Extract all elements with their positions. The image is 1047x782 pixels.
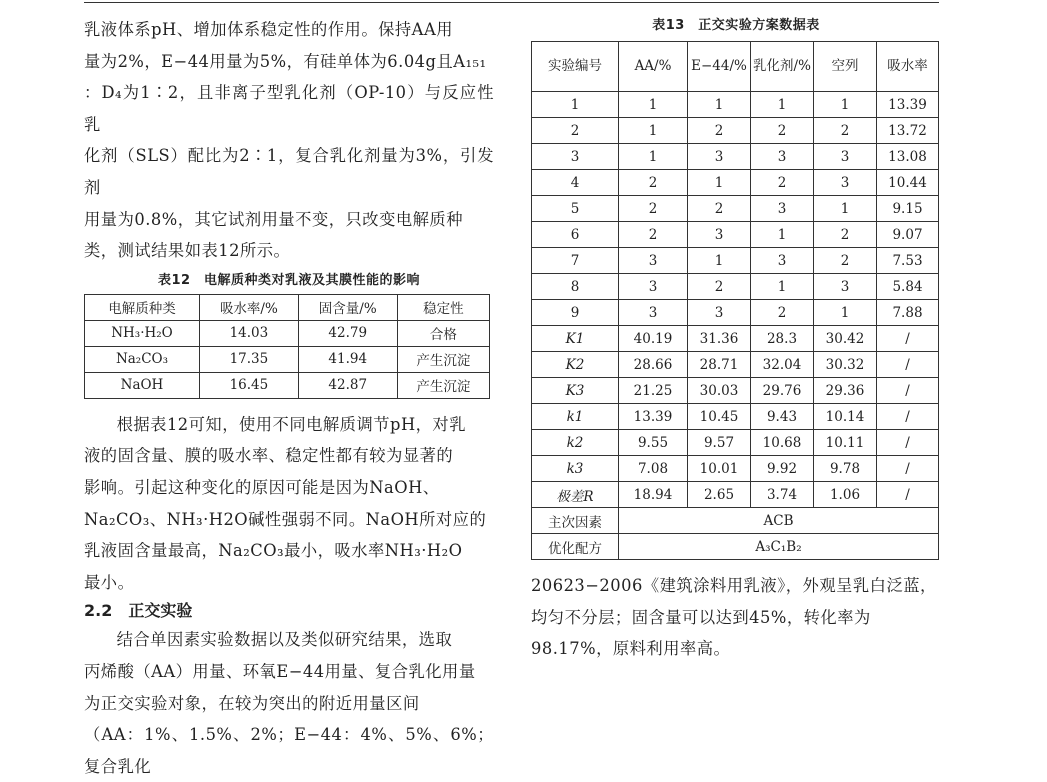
table12-caption: 表12 电解质种类对乳液及其膜性能的影响	[157, 272, 421, 288]
table-cell: 30.03	[688, 378, 751, 404]
table-cell: 1	[814, 196, 877, 222]
table-cell: 16.45	[199, 372, 298, 398]
table-cell: 9.55	[619, 430, 688, 456]
section-heading: 2.2 正交实验	[84, 601, 193, 621]
table-row	[532, 170, 939, 196]
table-cell: 10.11	[814, 430, 877, 456]
table-cell: 2	[688, 196, 751, 222]
table-cell: 3	[814, 170, 877, 196]
text-line: 量为2%，E−44用量为5%，有硅单体为6.04g且A₁₅₁	[84, 51, 487, 71]
table-cell: 9.57	[688, 430, 751, 456]
table-cell: 3.74	[751, 482, 814, 508]
table-cell: 29.76	[751, 378, 814, 404]
top-rule	[84, 2, 939, 3]
table-cell: 2	[814, 118, 877, 144]
table-cell: 3	[751, 144, 814, 170]
table-row-primary-factors	[532, 508, 939, 534]
table-header-cell: 吸水率/%	[199, 294, 298, 320]
table-cell: 10.68	[751, 430, 814, 456]
text-line: 根据表12可知，使用不同电解质调节pH，对乳	[116, 414, 466, 434]
table-cell: 1	[751, 222, 814, 248]
table-cell: 2.65	[688, 482, 751, 508]
table-cell: 42.87	[298, 372, 397, 398]
paragraph-standard	[531, 570, 941, 665]
table-cell: 极差R	[532, 482, 619, 508]
table-cell: 1	[688, 248, 751, 274]
table-cell: 3	[619, 248, 688, 274]
table-cell: 2	[814, 222, 877, 248]
table-cell: 14.03	[199, 320, 298, 346]
table-cell: 9.43	[751, 404, 814, 430]
table-cell: 产生沉淀	[397, 372, 489, 398]
table13-caption: 表13 正交实验方案数据表	[652, 18, 820, 33]
table-header-cell: 实验编号	[532, 42, 619, 92]
table-row	[85, 320, 490, 346]
table-cell: 1	[751, 274, 814, 300]
text-line: 类，测试结果如表12所示。	[84, 241, 291, 261]
table-cell: ACB	[619, 508, 939, 534]
text-line: 丙烯酸（AA）用量、环氧E−44用量、复合乳化用量	[84, 661, 476, 681]
table12	[84, 294, 490, 399]
table-cell: 10.01	[688, 456, 751, 482]
table-cell: 1	[688, 92, 751, 118]
table-header-cell: 乳化剂/%	[751, 42, 814, 92]
table-header-cell: 稳定性	[397, 294, 489, 320]
table-cell: 1	[751, 92, 814, 118]
table-cell: 2	[619, 196, 688, 222]
table-cell: 1	[814, 92, 877, 118]
table-cell: 1	[814, 300, 877, 326]
table-cell: 2	[619, 222, 688, 248]
table-cell: 42.79	[298, 320, 397, 346]
text-line: 乳液固含量最高，Na₂CO₃最小，吸水率NH₃·H₂O	[84, 541, 463, 561]
table-cell: 产生沉淀	[397, 346, 489, 372]
table-header-cell: AA/%	[619, 42, 688, 92]
table-cell: NH₃·H₂O	[85, 320, 200, 346]
table-cell: 13.72	[877, 118, 939, 144]
table-cell: 7.88	[877, 300, 939, 326]
table-cell: 29.36	[814, 378, 877, 404]
table-cell: 主次因素	[532, 508, 619, 534]
table-cell: 13.08	[877, 144, 939, 170]
table-cell: 7	[532, 248, 619, 274]
table-cell: k2	[532, 430, 619, 456]
text-line: 乳液体系pH、增加体系稳定性的作用。保持AA用	[84, 20, 453, 39]
table-row	[85, 372, 490, 398]
table-header-cell: 吸水率	[877, 42, 939, 92]
table-cell: 41.94	[298, 346, 397, 372]
table-cell: 1	[688, 170, 751, 196]
table13	[531, 41, 939, 560]
text-line: 最小。	[84, 572, 135, 592]
table13-body	[532, 92, 939, 508]
table-header-cell: 固含量/%	[298, 294, 397, 320]
table-header-row	[532, 42, 939, 92]
table-row	[532, 248, 939, 274]
table-cell: k3	[532, 456, 619, 482]
table-cell: /	[877, 456, 939, 482]
table-cell: 8	[532, 274, 619, 300]
table-cell: 17.35	[199, 346, 298, 372]
text-line: 液的固含量、膜的吸水率、稳定性都有较为显著的	[84, 446, 454, 466]
table-cell: 6	[532, 222, 619, 248]
table-row	[532, 326, 939, 352]
table-cell: /	[877, 326, 939, 352]
table-cell: 28.3	[751, 326, 814, 352]
text-line: Na₂CO₃、NH₃·H2O碱性强弱不同。NaOH所对应的	[84, 509, 487, 529]
table-row	[532, 118, 939, 144]
table-row	[532, 222, 939, 248]
table-cell: 3	[751, 248, 814, 274]
table-cell: /	[877, 352, 939, 378]
table-cell: 4	[532, 170, 619, 196]
table-row-optimal-formula	[532, 534, 939, 560]
table-cell: 9.07	[877, 222, 939, 248]
table-cell: 2	[688, 274, 751, 300]
text-line: 20623−2006《建筑涂料用乳液》，外观呈乳白泛蓝，	[531, 576, 937, 595]
table-cell: Na₂CO₃	[85, 346, 200, 372]
table-cell: 3	[619, 300, 688, 326]
left-column	[84, 14, 494, 782]
table-cell: 3	[688, 300, 751, 326]
table-cell: 9	[532, 300, 619, 326]
table-row	[532, 404, 939, 430]
table-cell: K1	[532, 326, 619, 352]
paragraph-orthogonal	[84, 624, 494, 782]
text-line: ：D₄为1∶2，且非离子型乳化剂（OP-10）与反应性乳	[84, 83, 494, 134]
table-cell: NaOH	[85, 372, 200, 398]
table-header-cell: E−44/%	[688, 42, 751, 92]
table-cell: 2	[751, 300, 814, 326]
table-cell: 2	[619, 170, 688, 196]
table-cell: 18.94	[619, 482, 688, 508]
table-cell: K3	[532, 378, 619, 404]
table-header-row	[85, 294, 490, 320]
table-cell: /	[877, 430, 939, 456]
table-cell: 3	[532, 144, 619, 170]
table-cell: 2	[688, 118, 751, 144]
table-cell: 7.08	[619, 456, 688, 482]
table-cell: 30.32	[814, 352, 877, 378]
table-cell: 2	[751, 118, 814, 144]
table-cell: 2	[532, 118, 619, 144]
table-cell: 2	[751, 170, 814, 196]
table-cell: A₃C₁B₂	[619, 534, 939, 560]
paragraph-electrolyte-intro	[84, 14, 494, 267]
table-cell: 优化配方	[532, 534, 619, 560]
table-row	[532, 430, 939, 456]
table-row	[532, 196, 939, 222]
table-cell: 1	[619, 92, 688, 118]
table-cell: 10.14	[814, 404, 877, 430]
table-cell: 1.06	[814, 482, 877, 508]
text-line: 结合单因素实验数据以及类似研究结果，选取	[116, 630, 453, 650]
text-line: （AA：1%、1.5%、2%；E−44：4%、5%、6%；复合乳化	[84, 725, 494, 776]
table-cell: 13.39	[619, 404, 688, 430]
table-row	[85, 346, 490, 372]
table-cell: 2	[814, 248, 877, 274]
table-header-cell: 空列	[814, 42, 877, 92]
table-row	[532, 92, 939, 118]
table-cell: 30.42	[814, 326, 877, 352]
table-cell: 3	[751, 196, 814, 222]
table-cell: 9.92	[751, 456, 814, 482]
table-row	[532, 456, 939, 482]
text-line: 影响。引起这种变化的原因可能是因为NaOH、	[84, 477, 440, 497]
table-cell: 28.71	[688, 352, 751, 378]
table-row	[532, 378, 939, 404]
table-cell: 3	[688, 222, 751, 248]
table-cell: 9.78	[814, 456, 877, 482]
table-row	[532, 274, 939, 300]
table-row	[532, 482, 939, 508]
table-cell: 9.15	[877, 196, 939, 222]
table-cell: 5.84	[877, 274, 939, 300]
table-row	[532, 300, 939, 326]
text-line: 98.17%，原料利用率高。	[531, 639, 731, 659]
table-cell: 32.04	[751, 352, 814, 378]
text-line: 均匀不分层；固含量可以达到45%，转化率为	[531, 607, 871, 627]
table-cell: 40.19	[619, 326, 688, 352]
table-cell: 5	[532, 196, 619, 222]
table-cell: 3	[814, 144, 877, 170]
table-cell: 10.44	[877, 170, 939, 196]
table-cell: 13.39	[877, 92, 939, 118]
table-cell: 31.36	[688, 326, 751, 352]
table-cell: 1	[532, 92, 619, 118]
paragraph-analysis	[84, 409, 494, 599]
text-line: 用量为0.8%，其它试剂用量不变，只改变电解质种	[84, 209, 463, 229]
table-cell: K2	[532, 352, 619, 378]
table-cell: 21.25	[619, 378, 688, 404]
table-cell: 1	[619, 118, 688, 144]
table-cell: k1	[532, 404, 619, 430]
table-cell: /	[877, 482, 939, 508]
table-cell: 10.45	[688, 404, 751, 430]
table-cell: /	[877, 378, 939, 404]
table-cell: 7.53	[877, 248, 939, 274]
table-row	[532, 352, 939, 378]
table-cell: 合格	[397, 320, 489, 346]
table-cell: 1	[619, 144, 688, 170]
table-cell: 3	[619, 274, 688, 300]
text-line: 为正交实验对象，在较为突出的附近用量区间	[84, 693, 420, 713]
table-row	[532, 144, 939, 170]
table-cell: /	[877, 404, 939, 430]
text-line: 化剂（SLS）配比为2∶1，复合乳化剂量为3%，引发剂	[84, 146, 494, 197]
table-cell: 3	[688, 144, 751, 170]
table-header-cell: 电解质种类	[85, 294, 200, 320]
right-column	[531, 14, 941, 665]
table-cell: 28.66	[619, 352, 688, 378]
table-cell: 3	[814, 274, 877, 300]
